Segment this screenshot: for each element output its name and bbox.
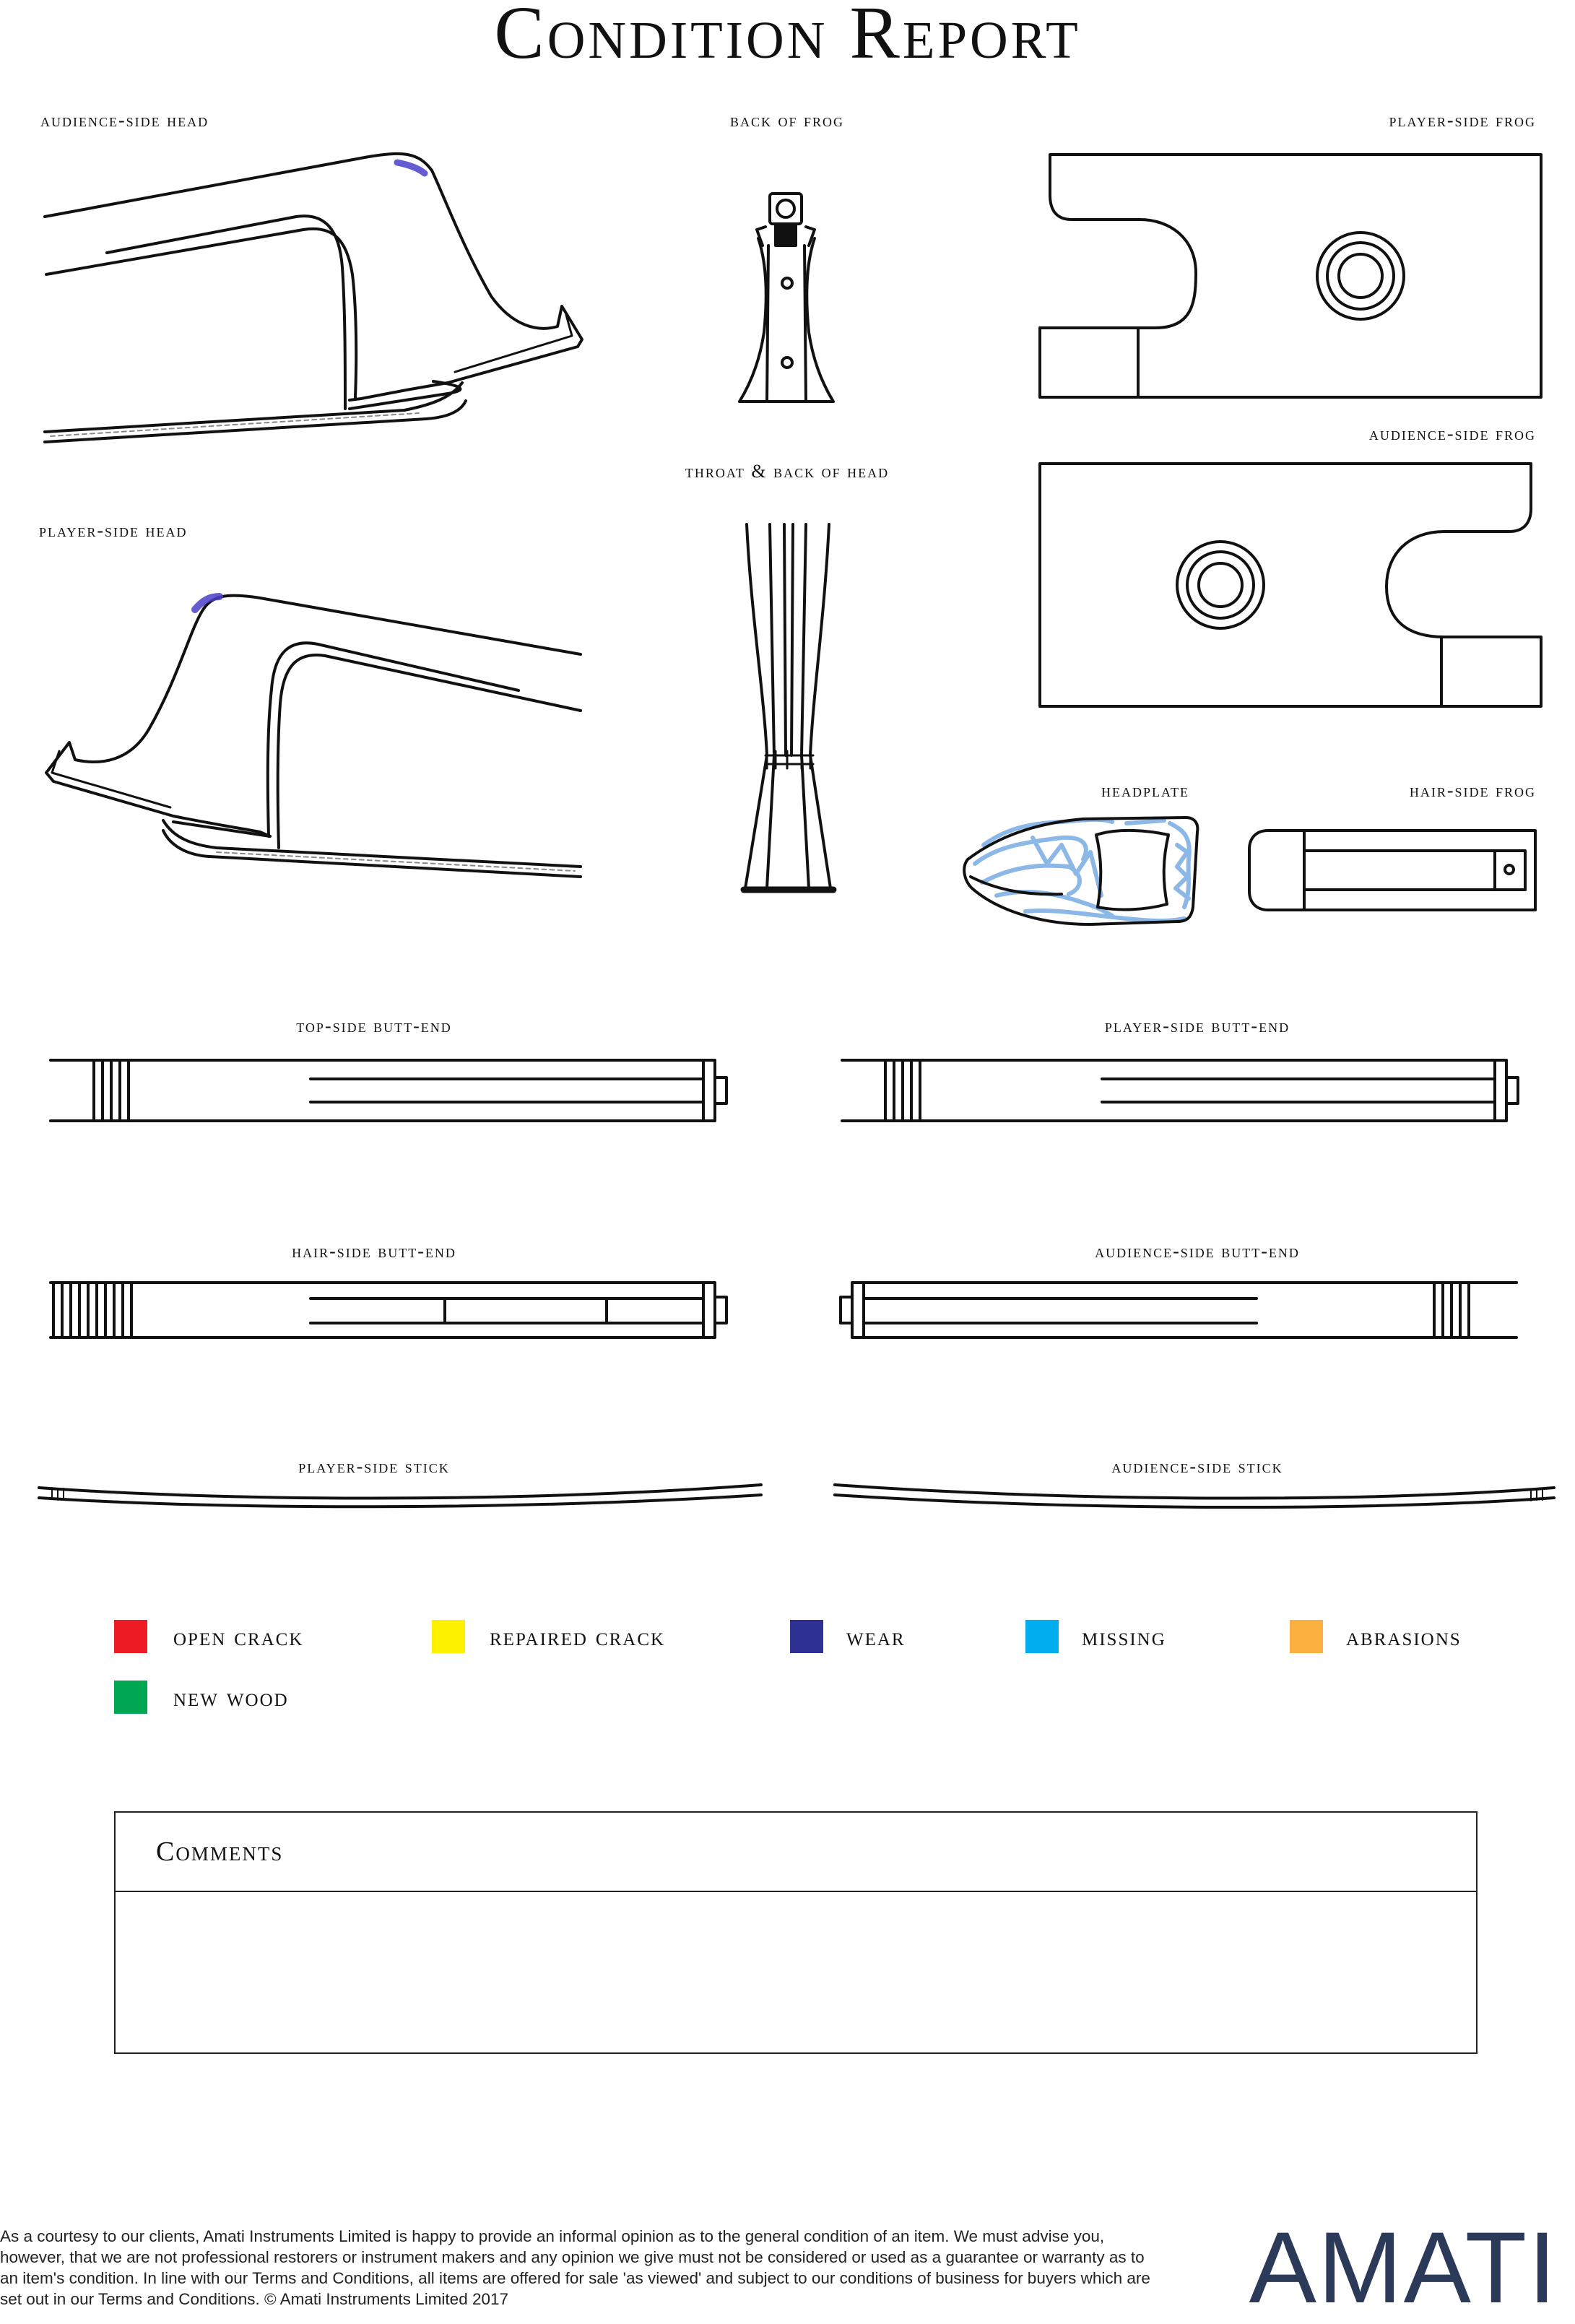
audience-side-frog-drawing: [1040, 464, 1541, 706]
page-title: Condition Report: [494, 0, 1081, 74]
legend-abrasions: abrasions: [1290, 1620, 1462, 1653]
legend-repaired-crack: repaired crack: [432, 1620, 665, 1653]
legend-swatch: [790, 1620, 823, 1653]
legend-wear: wear: [790, 1620, 906, 1653]
label-audience-side-frog: audience-side frog: [1368, 423, 1536, 444]
comments-heading: Comments: [116, 1813, 1476, 1892]
label-player-side-frog: player-side frog: [1389, 110, 1536, 131]
label-player-side-butt-end: player-side butt-end: [1104, 1015, 1290, 1036]
label-back-of-frog: back of frog: [729, 110, 845, 131]
headplate-drawing: [964, 818, 1197, 924]
label-hair-side-frog: hair-side frog: [1409, 780, 1536, 801]
legend-swatch: [432, 1620, 465, 1653]
throat-back-of-head-drawing: [744, 524, 833, 890]
legend-missing: missing: [1025, 1620, 1166, 1653]
legend-open-crack: open crack: [114, 1620, 303, 1653]
label-audience-side-stick: audience-side stick: [1111, 1456, 1283, 1477]
top-side-butt-end-drawing: [51, 1060, 726, 1121]
audience-side-head-drawing: [45, 154, 582, 442]
label-hair-side-butt-end: hair-side butt-end: [292, 1241, 456, 1262]
label-audience-side-head: audience-side head: [40, 110, 209, 131]
legend-swatch: [114, 1620, 147, 1653]
legend-swatch: [1025, 1620, 1059, 1653]
label-player-side-head: player-side head: [39, 520, 188, 541]
legend-swatch: [114, 1681, 147, 1714]
player-side-head-drawing: [46, 596, 581, 877]
legend-new-wood: new wood: [114, 1681, 289, 1714]
hair-side-butt-end-drawing: [51, 1283, 726, 1337]
label-top-side-butt-end: top-side butt-end: [296, 1015, 452, 1036]
disclaimer-text: As a courtesy to our clients, Amati Instruments Limited is happy to provide an informal opinion as to the general condition of an item. We must advise you, however, that we are not professional restorers or instrument makers and any opinion we give must not be considered or used as a guarantee or warranty as to an item's condition. In line with our Terms and Conditions, all items are offered for sale 'as viewed' and subject to our conditions of business for buyers which are set out in our Terms and Conditions. © Amati Instruments Limited 2017: [0, 2227, 1150, 2308]
back-of-frog-drawing: [739, 194, 833, 402]
label-audience-side-butt-end: audience-side butt-end: [1095, 1241, 1300, 1262]
label-headplate: headplate: [1101, 780, 1189, 801]
player-side-butt-end-drawing: [842, 1060, 1518, 1121]
player-side-stick-drawing: [39, 1485, 761, 1506]
hair-side-frog-drawing: [1249, 831, 1535, 910]
label-player-side-stick: player-side stick: [298, 1456, 450, 1477]
comments-box: [114, 1811, 1478, 2054]
player-side-frog-drawing: [1040, 155, 1541, 397]
wear-mark: [195, 597, 220, 610]
wear-mark: [397, 162, 425, 173]
comments-field[interactable]: [116, 1892, 1476, 2052]
legend-swatch: [1290, 1620, 1323, 1653]
audience-side-butt-end-drawing: [841, 1283, 1517, 1337]
label-throat-back-of-head: throat & back of head: [685, 461, 890, 482]
audience-side-stick-drawing: [835, 1485, 1554, 1507]
brand-logo: AMATI: [1249, 2211, 1558, 2324]
